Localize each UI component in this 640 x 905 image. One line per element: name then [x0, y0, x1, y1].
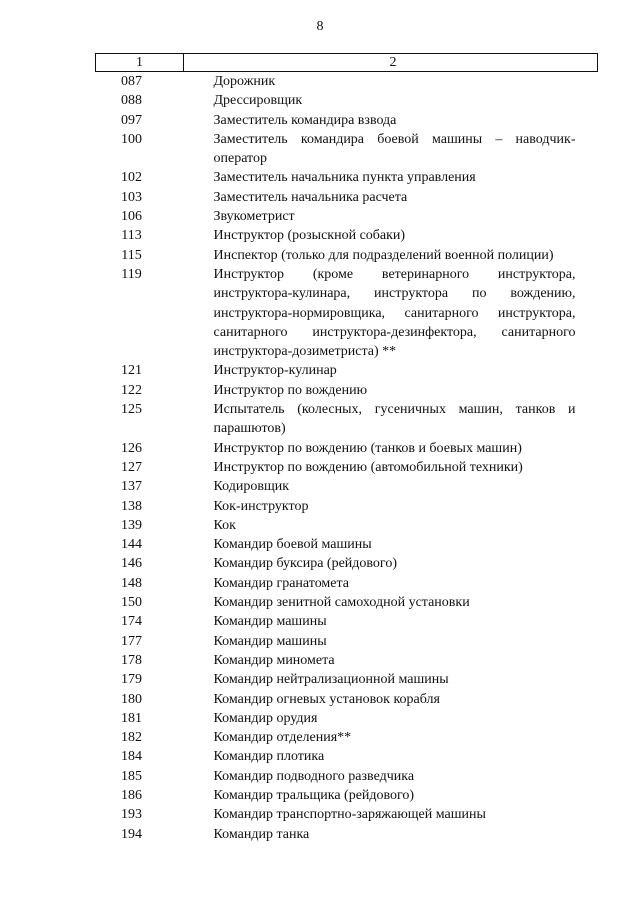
position-title: Инструктор (кроме ветеринарного инструктора, инструктора-кулинара, инструктора по вождению, инструктора-нормировщика, санитарного инструктора, санитарного инструктора-дезинфектора, санитарного инструктора-дозиметриста) **: [213, 266, 576, 360]
table-row: [96, 612, 598, 631]
table-row: [96, 130, 598, 169]
position-title: Командир боевой машины: [213, 537, 372, 553]
position-title: Инструктор по вождению (танков и боевых машин): [213, 440, 522, 456]
position-code: 127: [121, 459, 142, 475]
position-code: 087: [121, 74, 142, 89]
position-title: Командир отделения**: [213, 730, 352, 746]
position-code: 137: [121, 479, 142, 495]
position-title: Командир орудия: [213, 710, 318, 726]
table-row: [96, 593, 598, 612]
position-code: 146: [121, 556, 142, 572]
table-row: [96, 554, 598, 573]
position-title: Командир подводного разведчика: [213, 768, 415, 784]
position-code: 178: [121, 652, 142, 668]
table-row: [96, 728, 598, 747]
position-code: 125: [121, 402, 142, 418]
position-title: Командир гранатомета: [213, 575, 350, 591]
position-code: 179: [121, 672, 142, 688]
position-title: Командир нейтрализационной машины: [213, 672, 449, 688]
position-title: Командир буксира (рейдового): [213, 556, 397, 572]
table-row: [96, 651, 598, 670]
table-row: [96, 91, 598, 110]
table-row: [96, 767, 598, 786]
position-title: Инструктор-кулинар: [213, 363, 337, 379]
table-row: [96, 168, 598, 187]
table-row: [96, 458, 598, 477]
position-title: Заместитель начальника пункта управления: [213, 170, 476, 186]
position-code: 138: [121, 498, 142, 514]
position-title: Кодировщик: [213, 479, 290, 495]
table-row: [96, 709, 598, 728]
position-code: 194: [121, 826, 142, 842]
position-title: Командир тральщика (рейдового): [213, 787, 415, 803]
position-code: 122: [121, 382, 142, 398]
table-row: [96, 477, 598, 496]
table-body: [96, 72, 598, 844]
table-row: [96, 574, 598, 593]
table-row: [96, 516, 598, 535]
position-title: Командир плотика: [213, 749, 325, 765]
position-code: 177: [121, 633, 142, 649]
table-row: [96, 632, 598, 651]
table-row: [96, 111, 598, 130]
position-title: Командир машины: [213, 614, 327, 630]
position-code: 097: [121, 112, 142, 128]
position-code: 186: [121, 787, 142, 803]
table-row: [96, 400, 598, 439]
table-row: [96, 265, 598, 361]
table-row: [96, 670, 598, 689]
position-code: 193: [121, 807, 142, 823]
column-header-code: 1: [96, 54, 184, 72]
table-row: [96, 747, 598, 766]
table-row: [96, 226, 598, 245]
table-row: [96, 690, 598, 709]
position-title: Инструктор по вождению (автомобильной техники): [213, 459, 523, 475]
position-title: Кок-инструктор: [213, 498, 309, 514]
position-code: 139: [121, 517, 142, 533]
position-code: 181: [121, 710, 142, 726]
positions-table: [95, 53, 598, 844]
table-row: [96, 535, 598, 554]
position-code: 174: [121, 614, 142, 630]
table-header-row: [96, 54, 598, 72]
position-title: Испытатель (колесных, гусеничных машин, танков и парашютов): [213, 402, 576, 437]
position-title: Командир транспортно-заряжающей машины: [213, 807, 486, 823]
position-code: 121: [121, 363, 142, 379]
position-title: Командир огневых установок корабля: [213, 691, 440, 707]
table-row: [96, 188, 598, 207]
position-code: 103: [121, 189, 142, 205]
position-code: 185: [121, 768, 142, 784]
table-row: [96, 439, 598, 458]
position-code: 088: [121, 93, 142, 109]
table-row: [96, 361, 598, 380]
position-title: Командир зенитной самоходной установки: [213, 595, 470, 611]
position-code: 115: [121, 247, 142, 263]
position-code: 150: [121, 595, 142, 611]
position-code: 148: [121, 575, 142, 591]
table-row: [96, 207, 598, 226]
position-title: Командир машины: [213, 633, 327, 649]
position-code: 184: [121, 749, 142, 765]
position-title: Инспектор (только для подразделений военной полиции): [213, 247, 554, 263]
position-title: Инструктор (розыскной собаки): [213, 228, 406, 244]
position-title: Командир танка: [213, 826, 310, 842]
table-row: [96, 786, 598, 805]
position-code: 182: [121, 730, 142, 746]
position-title: Инструктор по вождению: [213, 382, 368, 398]
position-code: 144: [121, 537, 142, 553]
position-code: 100: [121, 131, 142, 147]
position-title: Кок: [213, 517, 236, 533]
position-code: 106: [121, 209, 142, 225]
table-row: [96, 805, 598, 824]
position-code: 102: [121, 170, 142, 186]
position-title: Дрессировщик: [213, 93, 303, 109]
position-code: 113: [121, 228, 142, 244]
position-title: Дорожник: [213, 74, 276, 89]
table-row: [96, 381, 598, 400]
table-row: [96, 246, 598, 265]
position-code: 119: [121, 266, 142, 282]
position-code: 126: [121, 440, 142, 456]
table-row: [96, 825, 598, 844]
table-row: [96, 497, 598, 516]
page-number: 8: [316, 19, 324, 34]
column-header-title: 2: [184, 54, 598, 72]
position-title: Звукометрист: [213, 209, 295, 225]
position-code: 180: [121, 691, 142, 707]
position-title: Командир миномета: [213, 652, 335, 668]
position-title: Заместитель командира боевой машины – наводчик-оператор: [213, 131, 576, 167]
position-title: Заместитель командира взвода: [213, 112, 397, 128]
position-title: Заместитель начальника расчета: [213, 189, 408, 205]
table-row: [96, 72, 598, 92]
